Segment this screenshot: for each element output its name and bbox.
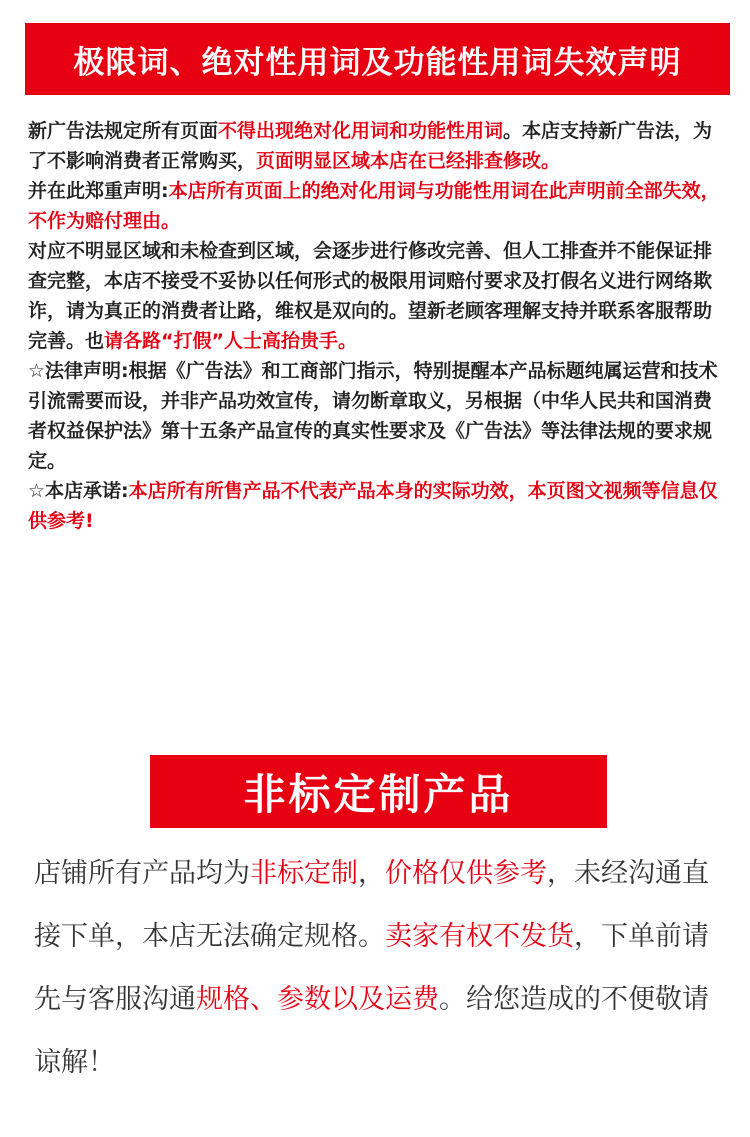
custom-product-notice bbox=[34, 842, 724, 1094]
custom-text: ， bbox=[358, 858, 385, 889]
notice-text: ☆本店承诺: bbox=[28, 480, 129, 502]
notice-highlight: 本店所有页面上的绝对化用词与功能性用词在此声明前全部失效，不作为赔付理由。 bbox=[28, 180, 720, 232]
custom-product-banner bbox=[150, 755, 607, 828]
notice-text: ☆法律声明:根据《广告法》和工商部门指示，特别提醒本产品标题纯属运营和技术引流需要而设，并非产品功效宣传，请勿断章取义，另根据（中华人民共和国消费者权益保护法》第十五条产品宣传的真实性要求及《广告法》等法律法规的要求规定。 bbox=[28, 360, 718, 472]
store-promise bbox=[28, 476, 724, 536]
custom-product-title: 非标定制产品 bbox=[243, 769, 514, 819]
notice-text: 对应不明显区域和未检查到区域，会逐步进行修改完善、但人工排查并不能保证排查完整，本店不接受不妥协以任何形式的极限用词赔付要求及打假名义进行网络欺诈，请为真正的消费者让路，维权是双向的。望新老顾客理解支持并联系客服帮助完善。也 bbox=[28, 240, 713, 352]
notice-text: 新广告法规定所有页面 bbox=[28, 120, 219, 142]
notice-paragraph-3 bbox=[28, 236, 724, 356]
notice-paragraph-2 bbox=[28, 176, 724, 236]
notice-text: 并在此郑重声明: bbox=[28, 180, 169, 202]
legal-statement bbox=[28, 356, 724, 476]
notice-text: 。本店支持新广告法，为了不影响消费者正常购买， bbox=[28, 120, 713, 172]
disclaimer-title-banner bbox=[25, 23, 730, 95]
custom-product-paragraph bbox=[34, 842, 724, 1094]
custom-text: ，下单前请先与客服沟通 bbox=[34, 921, 709, 1015]
notice-paragraph-1 bbox=[28, 116, 724, 176]
custom-text: 店铺所有产品均为 bbox=[34, 858, 250, 889]
custom-highlight: 价格仅供参考 bbox=[385, 858, 547, 889]
custom-text: ，未经沟通直接下单，本店无法确定规格。 bbox=[34, 858, 709, 952]
notice-highlight: 页面明显区域本店在已经排查修改。 bbox=[256, 150, 561, 172]
notice-highlight: 请各路“打假”人士高抬贵手。 bbox=[104, 330, 357, 352]
disclaimer-title: 极限词、绝对性用词及功能性用词失效声明 bbox=[73, 44, 682, 81]
custom-text: 。给您造成的不便敬请谅解！ bbox=[34, 984, 709, 1078]
notice-highlight: 本店所有所售产品不代表产品本身的实际功效，本页图文视频等信息仅供参考! bbox=[28, 480, 718, 532]
disclaimer-notice bbox=[28, 116, 724, 536]
custom-highlight: 非标定制 bbox=[250, 858, 358, 889]
custom-highlight: 卖家有权不发货 bbox=[385, 921, 574, 952]
notice-highlight: 不得出现绝对化用词和功能性用词 bbox=[218, 120, 504, 142]
custom-highlight: 规格、参数以及运费 bbox=[196, 984, 439, 1015]
